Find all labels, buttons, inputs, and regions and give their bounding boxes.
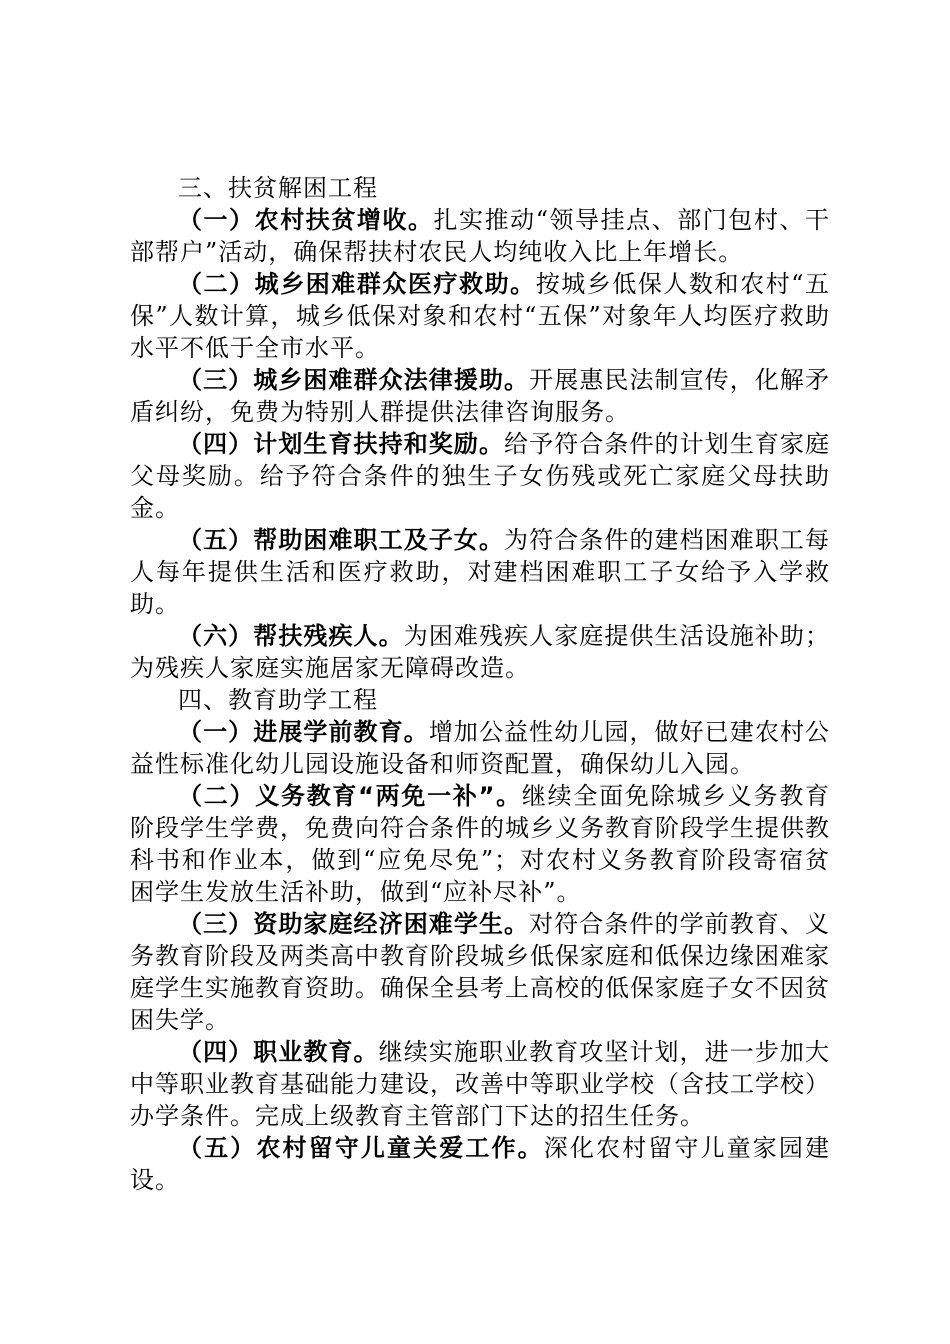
- item-title: （一）进展学前教育。: [178, 718, 429, 746]
- paragraph: [130, 428, 830, 524]
- section-poverty-relief: [130, 172, 830, 684]
- document-body: [130, 172, 830, 1196]
- paragraph: [130, 1132, 830, 1196]
- paragraph: [130, 620, 830, 684]
- paragraph: [130, 204, 830, 268]
- paragraph: [130, 524, 830, 620]
- item-title: （五）帮助困难职工及子女。: [178, 526, 505, 554]
- item-text: 继续全面免除城乡义务教育阶段学生学费，免费向符合条件的城乡义务教育阶段学生提供教科书和作业本，做到“应免尽免”；对农村义务教育阶段寄宿贫困学生发放生活补助，做到“应补尽补”。: [130, 782, 831, 906]
- item-text: 继续实施职业教育攻坚计划，进一步加大中等职业教育基础能力建设，改善中等职业学校（含技工学校）办学条件。完成上级教育主管部门下达的招生任务。: [130, 1038, 830, 1130]
- item-text: 增加公益性幼儿园，做好已建农村公益性标准化幼儿园设施设备和师资配置，确保幼儿入园。: [130, 718, 831, 778]
- item-title: （四）计划生育扶持和奖励。: [178, 430, 505, 458]
- paragraph: [130, 716, 830, 780]
- item-title: （四）职业教育。: [178, 1038, 379, 1066]
- paragraph: [130, 268, 830, 364]
- item-text: 扎实推动“领导挂点、部门包村、干部帮户”活动，确保帮扶村农民人均纯收入比上年增长。: [130, 206, 830, 266]
- item-text: 对符合条件的学前教育、义务教育阶段及两类高中教育阶段城乡低保家庭和低保边缘困难家庭学生实施教育资助。确保全县考上高校的低保家庭子女不因贫困失学。: [130, 910, 831, 1034]
- item-title: （二）城乡困难群众医疗救助。: [178, 270, 536, 298]
- item-title: （五）农村留守儿童关爱工作。: [178, 1134, 544, 1162]
- paragraph: [130, 908, 830, 1036]
- paragraph: [130, 780, 830, 908]
- item-title: （三）城乡困难群众法律援助。: [178, 366, 530, 394]
- item-text: 按城乡低保人数和农村“五保”人数计算，城乡低保对象和农村“五保”对象年人均医疗救助水平不低于全市水平。: [130, 270, 830, 362]
- section-heading: 三、扶贫解困工程: [178, 174, 378, 202]
- item-title: （二）义务教育“两免一补”。: [178, 782, 522, 810]
- item-title: （三）资助家庭经济困难学生。: [178, 910, 530, 938]
- paragraph: [130, 364, 830, 428]
- item-text: 深化农村留守儿童家园建设。: [130, 1134, 830, 1194]
- item-text: 为符合条件的建档困难职工每人每年提供生活和医疗救助，对建档困难职工子女给予入学救助。: [130, 526, 831, 618]
- section-education-aid: [130, 684, 830, 1196]
- paragraph: [130, 1036, 830, 1132]
- section-heading: 四、教育助学工程: [178, 686, 378, 714]
- item-title: （六）帮扶残疾人。: [178, 622, 404, 650]
- item-text: 给予符合条件的计划生育家庭父母奖励。给予符合条件的独生子女伤残或死亡家庭父母扶助金。: [130, 430, 831, 522]
- item-text: 为困难残疾人家庭提供生活设施补助；为残疾人家庭实施居家无障碍改造。: [130, 622, 831, 682]
- item-text: 开展惠民法制宣传，化解矛盾纠纷，免费为特别人群提供法律咨询服务。: [130, 366, 831, 426]
- item-title: （一）农村扶贫增收。: [178, 206, 434, 234]
